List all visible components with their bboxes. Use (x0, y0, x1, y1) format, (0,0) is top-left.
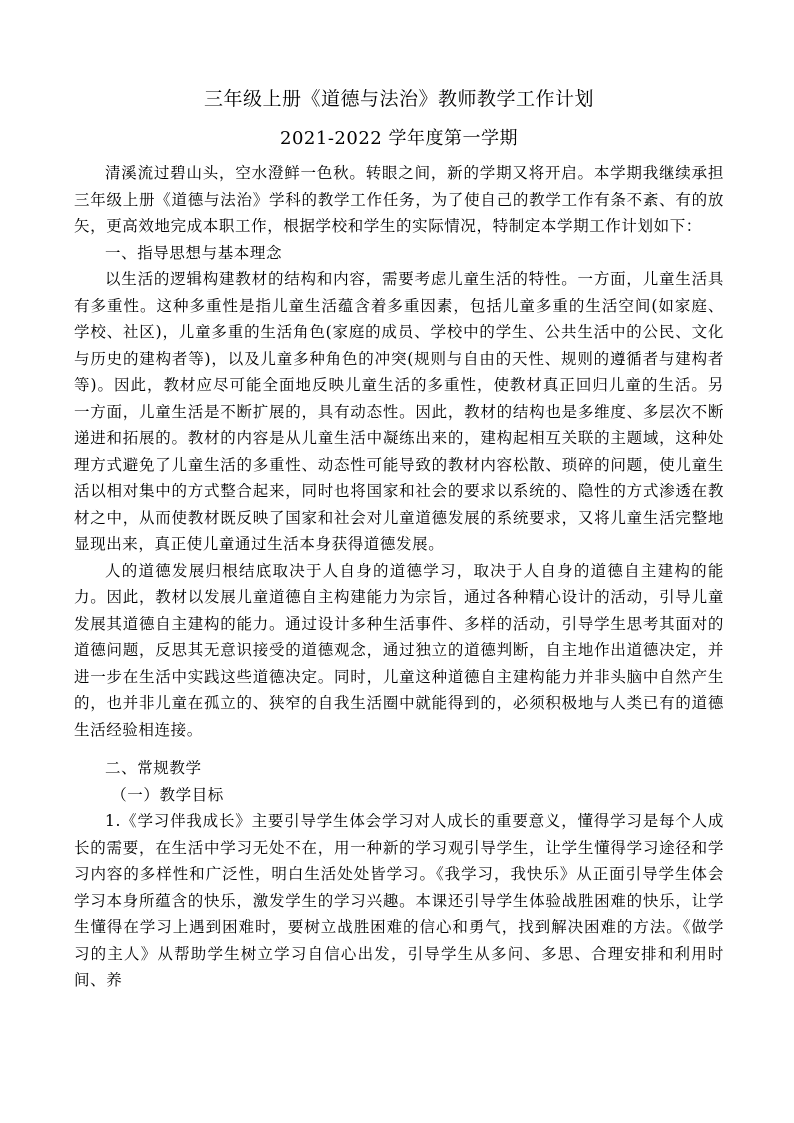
paragraph-goal-item-1: 1.《学习伴我成长》主要引导学生体会学习对人成长的重要意义，懂得学习是每个人成长的需要，在生活中学习无处不在，用一种新的学习观引导学生，让学生懂得学习途径和学习内容的多样性和广泛性，明白生活处处皆学习。《我学习，我快乐》从正面引导学生体会学习本身所蕴含的快乐，激发学生的学习兴趣。本课还引导学生体验战胜困难的快乐，让学生懂得在学习上遇到困难时，要树立战胜困难的信心和勇气，找到解决困难的方法。《做学习的主人》从帮助学生树立学习自信心出发，引导学生从多问、多思、合理安排和利用时间、养 (74, 812, 724, 989)
paragraph-moral-development: 人的道德发展归根结底取决于人自身的道德学习，取决于人自身的道德自主建构的能力。因此，教材以发展儿童道德自主构建能力为宗旨，通过各种精心设计的活动，引导儿童发展其道德自主建构的能力。通过设计多种生活事件、多样的活动，引导学生思考其面对的道德问题，反思其无意识接受的道德观念，通过独立的道德判断，自主地作出道德决定，并进一步在生活中实践这些道德决定。同时，儿童这种道德自主建构能力并非头脑中自然产生的，也并非儿童在孤立的、狭窄的自我生活圈中就能得到的，必须积极地与人类已有的道德生活经验相连接。 (74, 561, 724, 739)
section-heading-guiding-ideas: 一、指导思想与基本理念 (105, 243, 283, 262)
subsection-heading-teaching-goals: （一）教学目标 (111, 785, 224, 804)
section-spacer (74, 743, 724, 755)
document-title: 三年级上册《道德与法治》教师教学工作计划 (203, 88, 594, 110)
paragraph-life-logic: 以生活的逻辑构建教材的结构和内容，需要考虑儿童生活的特性。一方面，儿童生活具有多重性。这种多重性是指儿童生活蕴含着多重因素，包括儿童多重的生活空间(如家庭、学校、社区)，儿童多重的生活角色(家庭的成员、学校中的学生、公共生活中的公民、文化与历史的建构者等)，以及儿童多种角色的冲突(规则与自由的天性、规则的遵循者与建构者等)。因此，教材应尽可能全面地反映儿童生活的多重性，使教材真正回归儿童的生活。另一方面，儿童生活是不断扩展的，具有动态性。因此，教材的结构也是多维度、多层次不断递进和拓展的。教材的内容是从儿童生活中凝练出来的，建构起相互关联的主题域，这种处理方式避免了儿童生活的多重性、动态性可能导致的教材内容松散、琐碎的问题，使儿童生活以相对集中的方式整合起来，同时也将国家和社会的要求以系统的、隐性的方式渗透在教材之中，从而使教材既反映了国家和社会对儿童道德发展的系统要求，又将儿童生活完整地显现出来，真正使儿童通过生活本身获得道德发展。 (74, 270, 724, 553)
section-heading-regular-teaching: 二、常规教学 (105, 759, 202, 777)
intro-paragraph: 清溪流过碧山头，空水澄鲜一色秋。转眼之间，新的学期又将开启。本学期我继续承担三年级上册《道德与法治》学科的教学工作任务，为了使自己的教学工作有条不紊、有的放矢，更高效地完成本职工作，根据学校和学生的实际情况，特制定本学期工作计划如下： (74, 164, 724, 235)
document-subtitle: 2021-2022 学年度第一学期 (280, 128, 518, 149)
